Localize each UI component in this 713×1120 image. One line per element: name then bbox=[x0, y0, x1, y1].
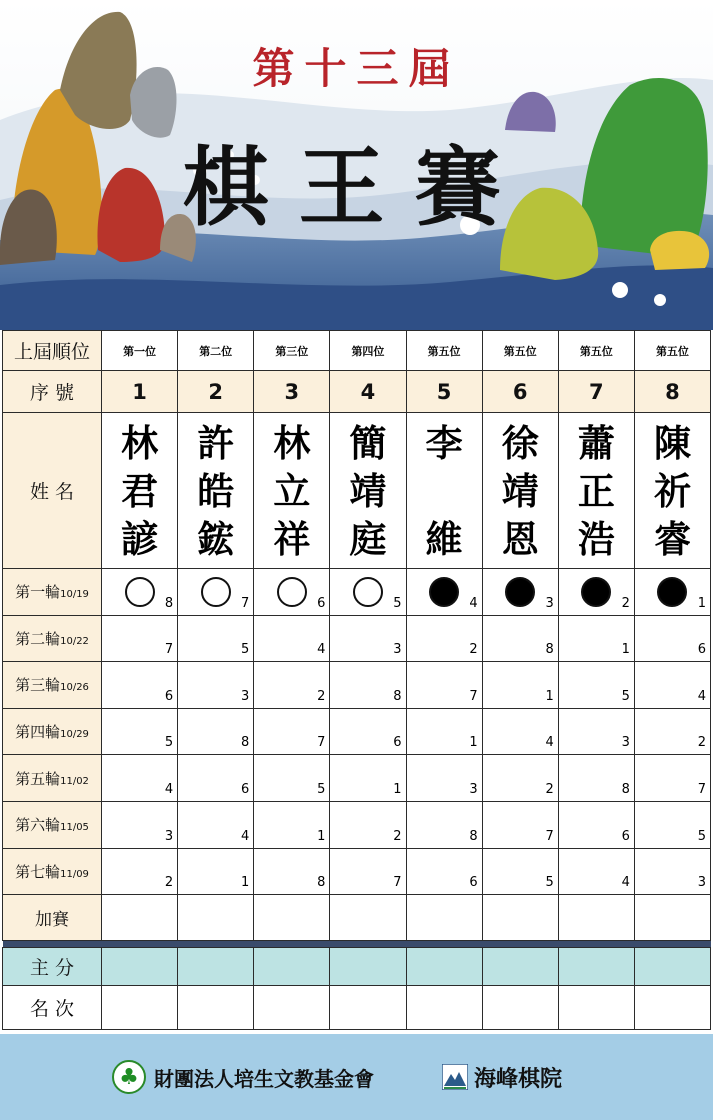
opponent-number: 6 bbox=[621, 828, 630, 844]
player-name-char: 靖 bbox=[501, 468, 539, 513]
result-cell[interactable] bbox=[406, 662, 482, 709]
score-cell[interactable] bbox=[102, 948, 178, 986]
player-name-char: 皓 bbox=[197, 468, 235, 513]
round-name: 第五輪 bbox=[15, 769, 61, 788]
result-cell[interactable] bbox=[482, 662, 558, 709]
opponent-number: 6 bbox=[469, 875, 478, 891]
result-cell[interactable] bbox=[482, 755, 558, 802]
player-name-char: 君 bbox=[121, 468, 159, 513]
round-row bbox=[3, 662, 711, 709]
prev-rank-label: 上屆順位 bbox=[3, 331, 102, 371]
round-name: 第六輪 bbox=[15, 816, 61, 835]
club-logo bbox=[442, 1060, 562, 1094]
player-name-char: 維 bbox=[425, 516, 463, 561]
place-cell[interactable] bbox=[558, 986, 634, 1030]
result-cell[interactable] bbox=[406, 569, 482, 616]
opponent-number: 8 bbox=[545, 642, 554, 658]
result-cell[interactable] bbox=[482, 848, 558, 895]
result-cell[interactable] bbox=[254, 569, 330, 616]
round-name: 第四輪 bbox=[15, 723, 61, 742]
opponent-number: 2 bbox=[469, 642, 478, 658]
opponent-number: 7 bbox=[545, 828, 554, 844]
opponent-number: 1 bbox=[240, 875, 250, 891]
extra-cell[interactable] bbox=[482, 895, 558, 941]
place-cell[interactable] bbox=[406, 986, 482, 1030]
club-name: 海峰棋院 bbox=[474, 1065, 563, 1092]
opponent-number: 7 bbox=[697, 781, 706, 797]
score-cell[interactable] bbox=[406, 948, 482, 986]
prev-rank-cell: 第一位 bbox=[102, 331, 178, 371]
banner bbox=[0, 0, 713, 330]
place-cell[interactable] bbox=[482, 986, 558, 1030]
extra-cell[interactable] bbox=[102, 895, 178, 941]
seq-cell: 6 bbox=[482, 371, 558, 413]
player-name-char: 鋐 bbox=[197, 516, 235, 561]
result-cell[interactable] bbox=[406, 615, 482, 662]
result-cell[interactable] bbox=[558, 615, 634, 662]
player-name-char: 陳 bbox=[653, 420, 691, 465]
result-cell[interactable] bbox=[178, 615, 254, 662]
round-date: 10/22 bbox=[60, 635, 89, 647]
player-name-char: 睿 bbox=[653, 516, 691, 561]
round-date: 11/09 bbox=[60, 868, 89, 880]
result-cell[interactable] bbox=[482, 569, 558, 616]
result-cell[interactable] bbox=[254, 755, 330, 802]
opponent-number: 6 bbox=[317, 595, 326, 611]
result-cell[interactable] bbox=[634, 755, 710, 802]
result-cell[interactable] bbox=[178, 848, 254, 895]
black-stone-icon bbox=[429, 577, 459, 607]
round-label bbox=[3, 848, 102, 895]
round-date: 10/29 bbox=[60, 729, 89, 741]
result-cell[interactable] bbox=[558, 848, 634, 895]
opponent-number: 1 bbox=[621, 642, 630, 658]
score-cell[interactable] bbox=[178, 948, 254, 986]
result-cell[interactable] bbox=[330, 708, 406, 755]
round-name: 第三輪 bbox=[15, 676, 61, 695]
round-date: 11/05 bbox=[60, 822, 89, 834]
player-name-char: 李 bbox=[425, 420, 463, 465]
score-cell[interactable] bbox=[482, 948, 558, 986]
opponent-number: 5 bbox=[697, 828, 706, 844]
extra-cell[interactable] bbox=[558, 895, 634, 941]
result-cell[interactable] bbox=[634, 801, 710, 848]
score-cell[interactable] bbox=[634, 948, 710, 986]
result-cell[interactable] bbox=[330, 755, 406, 802]
result-cell[interactable] bbox=[634, 848, 710, 895]
result-cell[interactable] bbox=[330, 569, 406, 616]
extra-cell[interactable] bbox=[634, 895, 710, 941]
result-cell[interactable] bbox=[254, 848, 330, 895]
opponent-number: 4 bbox=[697, 688, 706, 704]
result-cell[interactable] bbox=[558, 569, 634, 616]
opponent-number: 4 bbox=[240, 828, 250, 844]
player-name-char: 徐 bbox=[501, 420, 539, 465]
footer bbox=[0, 1034, 713, 1120]
extra-row bbox=[3, 895, 711, 941]
result-cell[interactable] bbox=[178, 755, 254, 802]
prev-rank-cell: 第五位 bbox=[634, 331, 710, 371]
score-label: 主 分 bbox=[3, 948, 102, 986]
player-name bbox=[330, 413, 406, 569]
player-name-char: 蕭 bbox=[577, 420, 615, 465]
round-label bbox=[3, 569, 102, 616]
result-cell[interactable] bbox=[330, 615, 406, 662]
player-name-char: 諺 bbox=[121, 516, 159, 561]
round-row bbox=[3, 801, 711, 848]
place-cell[interactable] bbox=[254, 986, 330, 1030]
player-name-char: 林 bbox=[121, 420, 159, 465]
opponent-number: 5 bbox=[545, 875, 554, 891]
event-edition: 第十三屆 bbox=[252, 44, 461, 93]
player-name bbox=[558, 413, 634, 569]
opponent-number: 7 bbox=[317, 735, 326, 751]
result-cell[interactable] bbox=[330, 848, 406, 895]
result-cell[interactable] bbox=[558, 755, 634, 802]
seq-cell: 5 bbox=[406, 371, 482, 413]
player-name-char bbox=[407, 467, 482, 515]
opponent-number: 4 bbox=[317, 642, 326, 658]
opponent-number: 5 bbox=[164, 735, 174, 751]
opponent-number: 2 bbox=[621, 595, 630, 611]
result-cell[interactable] bbox=[254, 708, 330, 755]
opponent-number: 3 bbox=[240, 688, 250, 704]
prev-rank-cell: 第五位 bbox=[558, 331, 634, 371]
white-stone-icon bbox=[277, 577, 307, 607]
result-cell[interactable] bbox=[406, 755, 482, 802]
separator bbox=[3, 941, 711, 948]
player-name-char: 恩 bbox=[501, 516, 539, 561]
player-name-char: 簡 bbox=[349, 420, 387, 465]
opponent-number: 1 bbox=[469, 735, 478, 751]
opponent-number: 5 bbox=[240, 642, 250, 658]
round-label bbox=[3, 801, 102, 848]
result-cell[interactable] bbox=[254, 801, 330, 848]
black-stone-icon bbox=[505, 577, 535, 607]
player-name bbox=[102, 413, 178, 569]
result-cell[interactable] bbox=[330, 801, 406, 848]
round-row bbox=[3, 708, 711, 755]
opponent-number: 4 bbox=[621, 875, 630, 891]
player-name-char: 祥 bbox=[273, 516, 311, 561]
result-cell[interactable] bbox=[254, 615, 330, 662]
opponent-number: 7 bbox=[469, 688, 478, 704]
name-row bbox=[3, 413, 711, 569]
round-label bbox=[3, 662, 102, 709]
opponent-number: 3 bbox=[697, 875, 706, 891]
player-name-char: 浩 bbox=[577, 516, 615, 561]
result-cell[interactable] bbox=[634, 615, 710, 662]
opponent-number: 1 bbox=[545, 688, 554, 704]
player-name bbox=[406, 413, 482, 569]
player-name bbox=[634, 413, 710, 569]
opponent-number: 4 bbox=[469, 595, 478, 611]
prev-rank-cell: 第五位 bbox=[482, 331, 558, 371]
result-cell[interactable] bbox=[178, 708, 254, 755]
opponent-number: 7 bbox=[240, 595, 250, 611]
opponent-number: 2 bbox=[545, 781, 554, 797]
score-row bbox=[3, 948, 711, 986]
opponent-number: 4 bbox=[164, 781, 174, 797]
white-stone-icon bbox=[125, 577, 155, 607]
place-cell[interactable] bbox=[330, 986, 406, 1030]
player-name-char: 許 bbox=[197, 420, 235, 465]
extra-cell[interactable] bbox=[406, 895, 482, 941]
result-cell[interactable] bbox=[102, 755, 178, 802]
seq-cell: 7 bbox=[558, 371, 634, 413]
place-cell[interactable] bbox=[102, 986, 178, 1030]
opponent-number: 6 bbox=[240, 781, 250, 797]
player-name bbox=[254, 413, 330, 569]
name-label: 姓 名 bbox=[3, 413, 102, 569]
opponent-number: 2 bbox=[317, 688, 326, 704]
opponent-number: 5 bbox=[393, 595, 402, 611]
opponent-number: 8 bbox=[621, 781, 630, 797]
opponent-number: 6 bbox=[164, 688, 174, 704]
opponent-number: 8 bbox=[164, 595, 174, 611]
seq-cell: 8 bbox=[634, 371, 710, 413]
opponent-number: 2 bbox=[164, 875, 174, 891]
extra-cell[interactable] bbox=[330, 895, 406, 941]
result-cell[interactable] bbox=[482, 615, 558, 662]
black-stone-icon bbox=[657, 577, 687, 607]
result-cell[interactable] bbox=[634, 662, 710, 709]
separator-bar bbox=[3, 941, 711, 948]
player-name-char: 靖 bbox=[349, 468, 387, 513]
place-row bbox=[3, 986, 711, 1030]
opponent-number: 3 bbox=[545, 595, 554, 611]
player-name bbox=[482, 413, 558, 569]
prev-rank-cell: 第五位 bbox=[406, 331, 482, 371]
result-cell[interactable] bbox=[634, 569, 710, 616]
result-cell[interactable] bbox=[254, 662, 330, 709]
opponent-number: 3 bbox=[164, 828, 174, 844]
opponent-number: 3 bbox=[469, 781, 478, 797]
seq-cell: 1 bbox=[102, 371, 178, 413]
clover-icon: ♣ bbox=[112, 1060, 146, 1094]
pairing-table bbox=[2, 330, 711, 1030]
result-cell[interactable] bbox=[102, 615, 178, 662]
result-cell[interactable] bbox=[102, 708, 178, 755]
result-cell[interactable] bbox=[178, 662, 254, 709]
prev-rank-cell: 第二位 bbox=[178, 331, 254, 371]
seq-cell: 3 bbox=[254, 371, 330, 413]
player-name-char: 正 bbox=[577, 468, 615, 513]
opponent-number: 8 bbox=[240, 735, 250, 751]
result-cell[interactable] bbox=[178, 801, 254, 848]
place-cell[interactable] bbox=[178, 986, 254, 1030]
result-cell[interactable] bbox=[406, 848, 482, 895]
seq-row bbox=[3, 371, 711, 413]
result-cell[interactable] bbox=[102, 569, 178, 616]
result-cell[interactable] bbox=[558, 662, 634, 709]
sponsor-logo bbox=[112, 1060, 374, 1094]
round-date: 10/19 bbox=[60, 589, 89, 601]
round-row bbox=[3, 615, 711, 662]
result-cell[interactable] bbox=[406, 708, 482, 755]
result-cell[interactable] bbox=[102, 801, 178, 848]
round-date: 10/26 bbox=[60, 682, 89, 694]
opponent-number: 8 bbox=[317, 875, 326, 891]
opponent-number: 8 bbox=[393, 688, 402, 704]
result-cell[interactable] bbox=[634, 708, 710, 755]
player-name-char: 立 bbox=[273, 468, 311, 513]
opponent-number: 5 bbox=[317, 781, 326, 797]
round-row bbox=[3, 755, 711, 802]
result-cell[interactable] bbox=[178, 569, 254, 616]
player-name-char: 祈 bbox=[653, 468, 691, 513]
round-row bbox=[3, 569, 711, 616]
round-date: 11/02 bbox=[60, 775, 89, 787]
prev-rank-cell: 第四位 bbox=[330, 331, 406, 371]
player-name-char: 林 bbox=[273, 420, 311, 465]
opponent-number: 7 bbox=[164, 642, 174, 658]
opponent-number: 1 bbox=[697, 595, 706, 611]
event-title: 棋王賽 bbox=[182, 137, 531, 238]
white-stone-icon bbox=[201, 577, 231, 607]
place-cell[interactable] bbox=[634, 986, 710, 1030]
place-label: 名 次 bbox=[3, 986, 102, 1030]
opponent-number: 3 bbox=[393, 642, 402, 658]
result-cell[interactable] bbox=[482, 801, 558, 848]
opponent-number: 1 bbox=[317, 828, 326, 844]
result-cell[interactable] bbox=[482, 708, 558, 755]
seq-cell: 2 bbox=[178, 371, 254, 413]
opponent-number: 4 bbox=[545, 735, 554, 751]
opponent-number: 6 bbox=[697, 642, 706, 658]
player-name-char: 庭 bbox=[349, 516, 387, 561]
result-cell[interactable] bbox=[558, 708, 634, 755]
opponent-number: 1 bbox=[393, 781, 402, 797]
score-cell[interactable] bbox=[330, 948, 406, 986]
round-name: 第七輪 bbox=[15, 862, 61, 881]
prev-rank-cell: 第三位 bbox=[254, 331, 330, 371]
round-name: 第一輪 bbox=[15, 583, 61, 602]
prev-rank-row bbox=[3, 331, 711, 371]
result-cell[interactable] bbox=[406, 801, 482, 848]
opponent-number: 6 bbox=[393, 735, 402, 751]
black-stone-icon bbox=[581, 577, 611, 607]
score-cell[interactable] bbox=[254, 948, 330, 986]
round-name: 第二輪 bbox=[15, 629, 61, 648]
opponent-number: 7 bbox=[393, 875, 402, 891]
extra-cell[interactable] bbox=[254, 895, 330, 941]
round-label bbox=[3, 708, 102, 755]
opponent-number: 5 bbox=[621, 688, 630, 704]
seq-label: 序 號 bbox=[3, 371, 102, 413]
mountain-icon bbox=[442, 1064, 468, 1090]
opponent-number: 2 bbox=[393, 828, 402, 844]
result-cell[interactable] bbox=[330, 662, 406, 709]
opponent-number: 3 bbox=[621, 735, 630, 751]
opponent-number: 2 bbox=[697, 735, 706, 751]
extra-label: 加賽 bbox=[3, 895, 102, 941]
result-cell[interactable] bbox=[558, 801, 634, 848]
result-cell[interactable] bbox=[102, 848, 178, 895]
round-label bbox=[3, 755, 102, 802]
sponsor-name: 財團法人培生文教基金會 bbox=[154, 1066, 374, 1091]
extra-cell[interactable] bbox=[178, 895, 254, 941]
score-cell[interactable] bbox=[558, 948, 634, 986]
round-label bbox=[3, 615, 102, 662]
player-name bbox=[178, 413, 254, 569]
opponent-number: 8 bbox=[469, 828, 478, 844]
result-cell[interactable] bbox=[102, 662, 178, 709]
round-row bbox=[3, 848, 711, 895]
seq-cell: 4 bbox=[330, 371, 406, 413]
white-stone-icon bbox=[353, 577, 383, 607]
